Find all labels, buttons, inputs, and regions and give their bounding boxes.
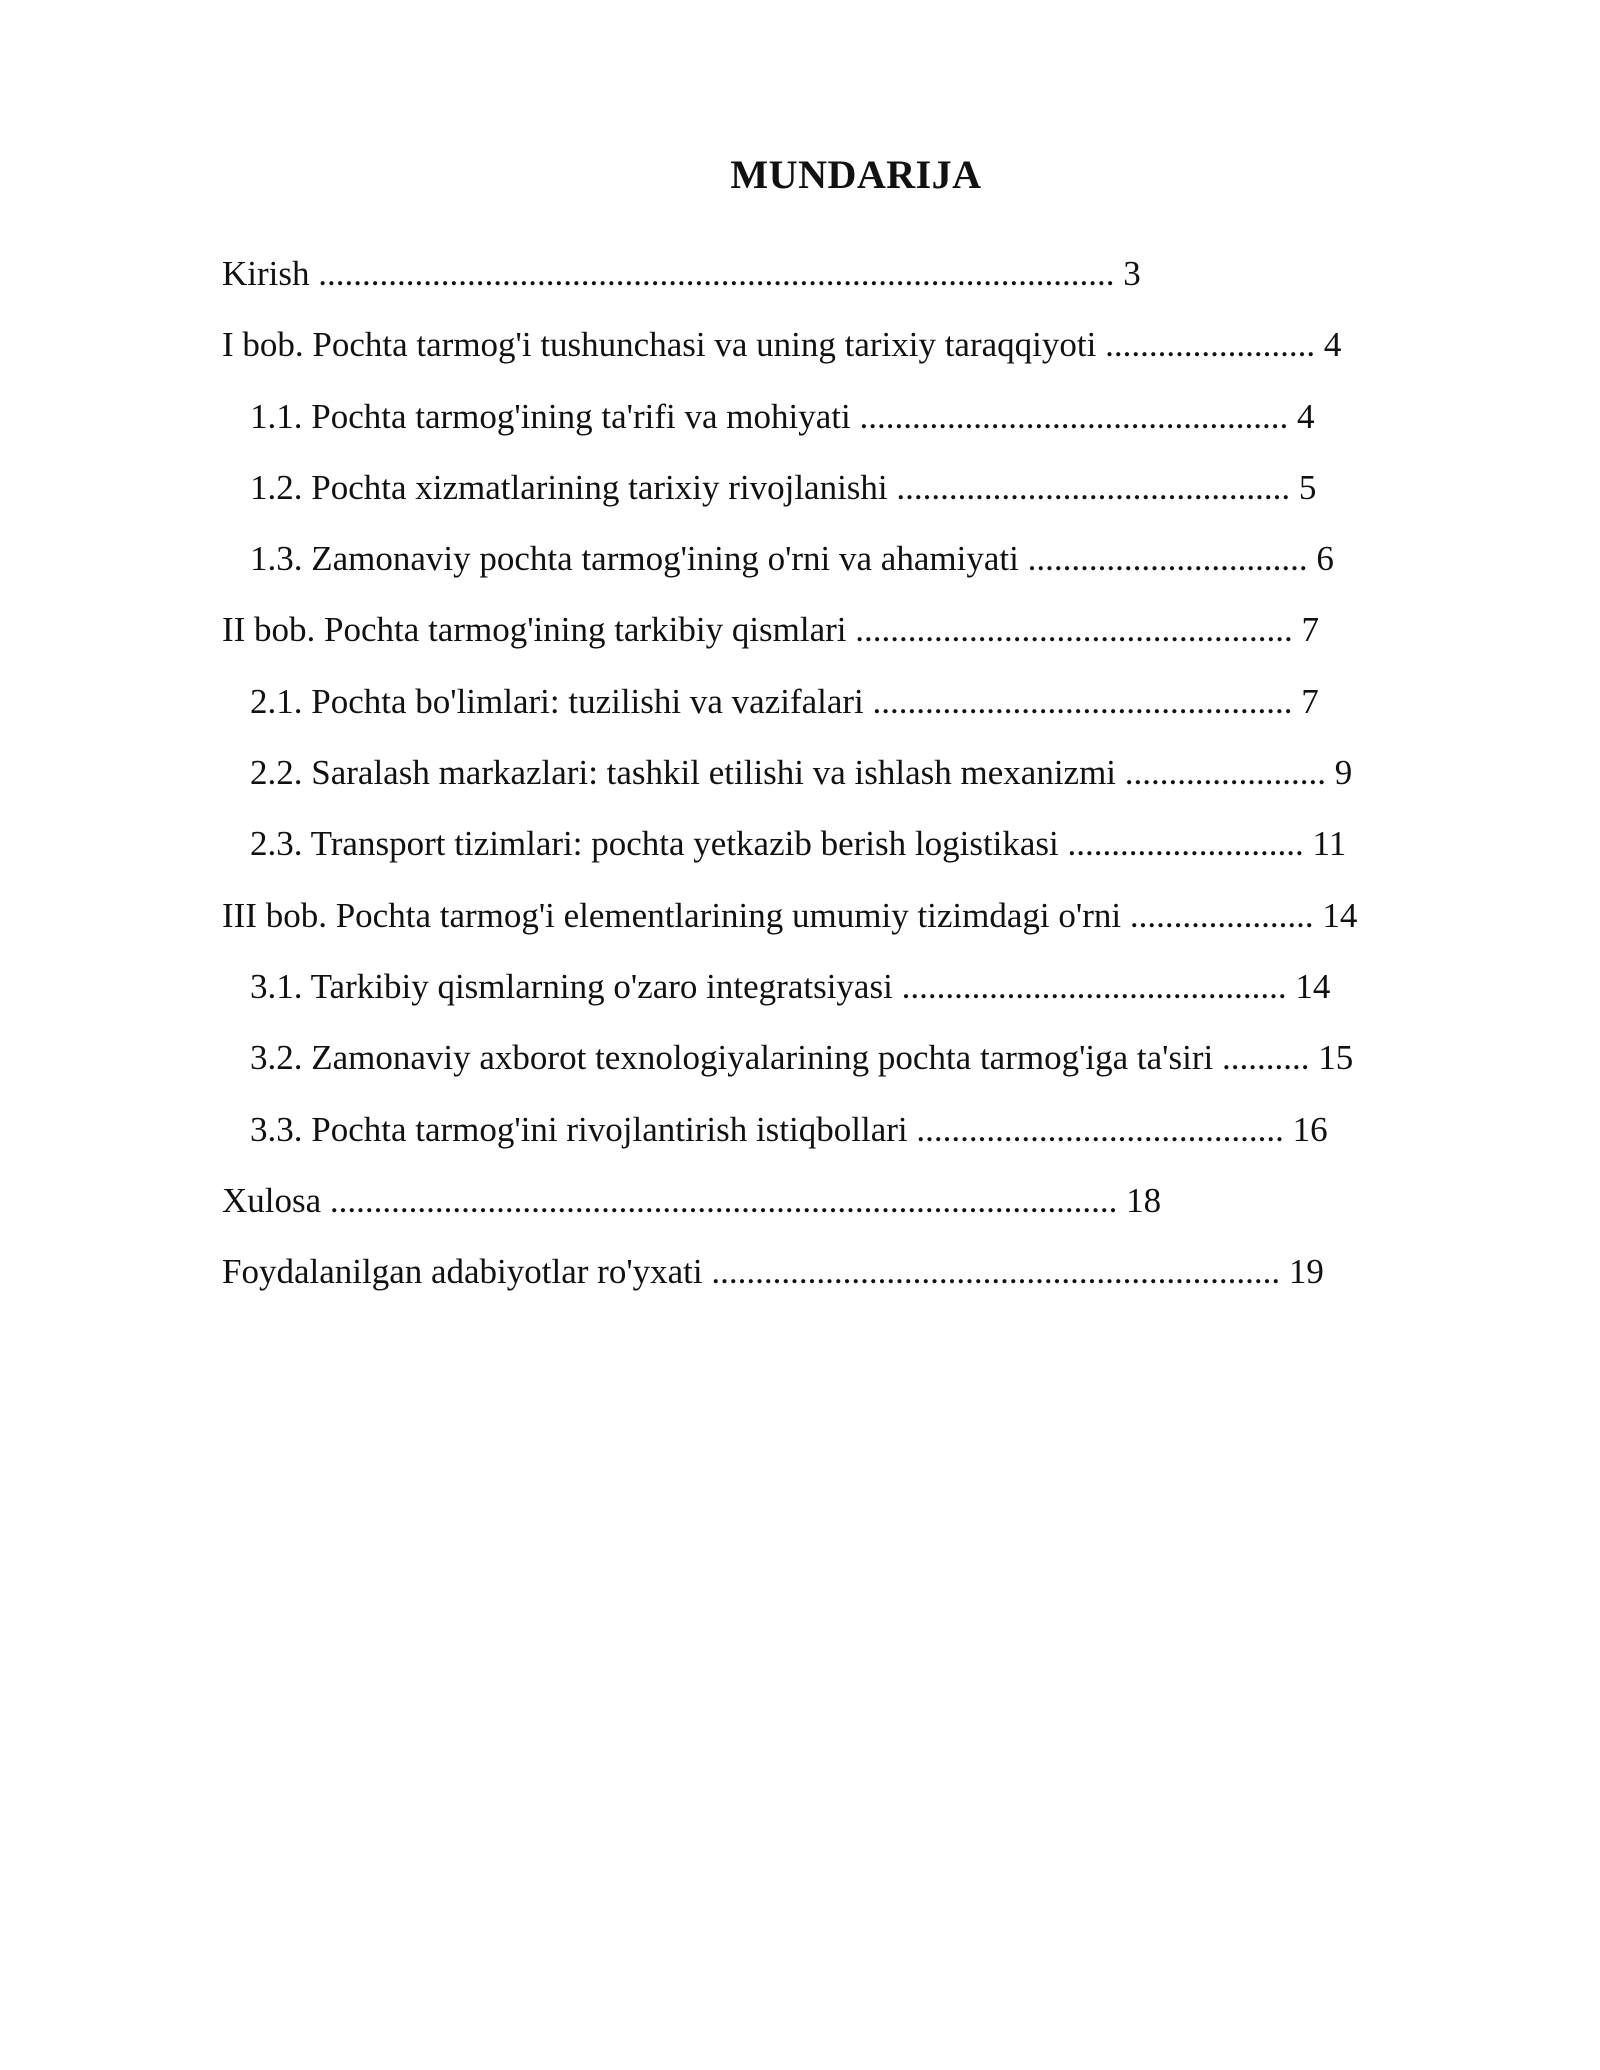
toc-subentry <box>222 390 1472 461</box>
toc-entry-text: 2.3. Transport tizimlari: pochta yetkazib berish logistikasi <box>250 824 1059 864</box>
table-of-contents <box>222 247 1472 1316</box>
toc-subentry <box>222 960 1472 1031</box>
toc-subentry <box>222 817 1472 888</box>
toc-subentry <box>222 532 1472 603</box>
toc-leader-dots: .......................................... <box>916 1109 1284 1149</box>
toc-page-number: 14 <box>1295 966 1331 1006</box>
page-title: MUNDARIJA <box>730 152 982 197</box>
toc-entry <box>222 889 1472 960</box>
toc-leader-dots: ............................................ <box>901 966 1287 1006</box>
toc-entry-text: 2.1. Pochta bo'limlari: tuzilishi va vazifalari <box>250 681 864 721</box>
toc-entry-text: 1.3. Zamonaviy pochta tarmog'ining o'rni va ahamiyati <box>250 539 1019 579</box>
toc-entry-text: Kirish <box>222 254 310 293</box>
toc-leader-dots: ................................ <box>1027 539 1308 579</box>
toc-page-number: 6 <box>1316 539 1334 579</box>
toc-entry <box>222 247 1472 318</box>
toc-leader-dots: .......... <box>1221 1038 1310 1078</box>
toc-entry-text: 3.1. Tarkibiy qismlarning o'zaro integratsiyasi <box>250 966 893 1006</box>
toc-entry-text: 1.2. Pochta xizmatlarining tarixiy rivojlanishi <box>250 467 888 507</box>
toc-leader-dots: ............................................. <box>896 467 1291 507</box>
toc-leader-dots: .......................................................................................... <box>329 1180 1118 1220</box>
toc-page-number: 3 <box>1123 254 1141 293</box>
toc-leader-dots: ................................................ <box>872 681 1293 721</box>
toc-page-number: 4 <box>1296 396 1315 436</box>
toc-page-number: 14 <box>1322 895 1358 935</box>
toc-leader-dots: ........................ <box>1105 325 1316 365</box>
toc-page-number: 18 <box>1126 1180 1162 1220</box>
toc-leader-dots: ........................... <box>1067 824 1304 864</box>
toc-entry <box>222 603 1472 674</box>
toc-page-number: 11 <box>1312 824 1347 864</box>
toc-entry-text: 3.3. Pochta tarmog'ini rivojlantirish istiqbollari <box>250 1109 908 1149</box>
toc-page-number: 9 <box>1334 753 1353 793</box>
toc-entry-text: Xulosa <box>222 1180 322 1220</box>
toc-subentry <box>222 1103 1472 1174</box>
toc-subentry <box>222 1031 1472 1102</box>
toc-page-number: 5 <box>1298 467 1317 507</box>
toc-entry <box>222 1245 1472 1316</box>
toc-subentry <box>222 461 1472 532</box>
toc-leader-dots: .................................................. <box>855 610 1293 650</box>
toc-subentry <box>222 675 1472 746</box>
toc-leader-dots: ................................................. <box>859 396 1289 436</box>
toc-entry-text: Foydalanilgan adabiyotlar ro'yxati <box>222 1252 703 1292</box>
toc-page-number: 15 <box>1318 1038 1354 1078</box>
toc-entry-text: I bob. Pochta tarmog'i tushunchasi va uning tarixiy taraqqiyoti <box>222 325 1097 365</box>
toc-entry <box>222 1174 1472 1245</box>
toc-subentry <box>222 746 1472 817</box>
toc-leader-dots: ..................... <box>1129 895 1314 935</box>
toc-leader-dots: ........................................................................................... <box>318 254 1115 293</box>
toc-entry-text: III bob. Pochta tarmog'i elementlarining umumiy tizimdagi o'rni <box>222 895 1122 935</box>
toc-page-number: 7 <box>1301 681 1319 721</box>
toc-page-number: 16 <box>1292 1109 1328 1149</box>
toc-leader-dots: ................................................................. <box>711 1252 1281 1292</box>
toc-page-number: 19 <box>1288 1252 1324 1292</box>
toc-entry <box>222 318 1472 389</box>
toc-entry-text: 3.2. Zamonaviy axborot texnologiyalarining pochta tarmog'iga ta'siri <box>250 1038 1214 1078</box>
toc-entry-text: II bob. Pochta tarmog'ining tarkibiy qismlari <box>222 610 847 650</box>
toc-entry-text: 1.1. Pochta tarmog'ining ta'rifi va mohiyati <box>250 396 851 436</box>
toc-leader-dots: ....................... <box>1124 753 1327 793</box>
toc-entry-text: 2.2. Saralash markazlari: tashkil etilishi va ishlash mexanizmi <box>250 753 1117 793</box>
toc-page-number: 7 <box>1301 610 1320 650</box>
toc-page-number: 4 <box>1323 325 1342 365</box>
